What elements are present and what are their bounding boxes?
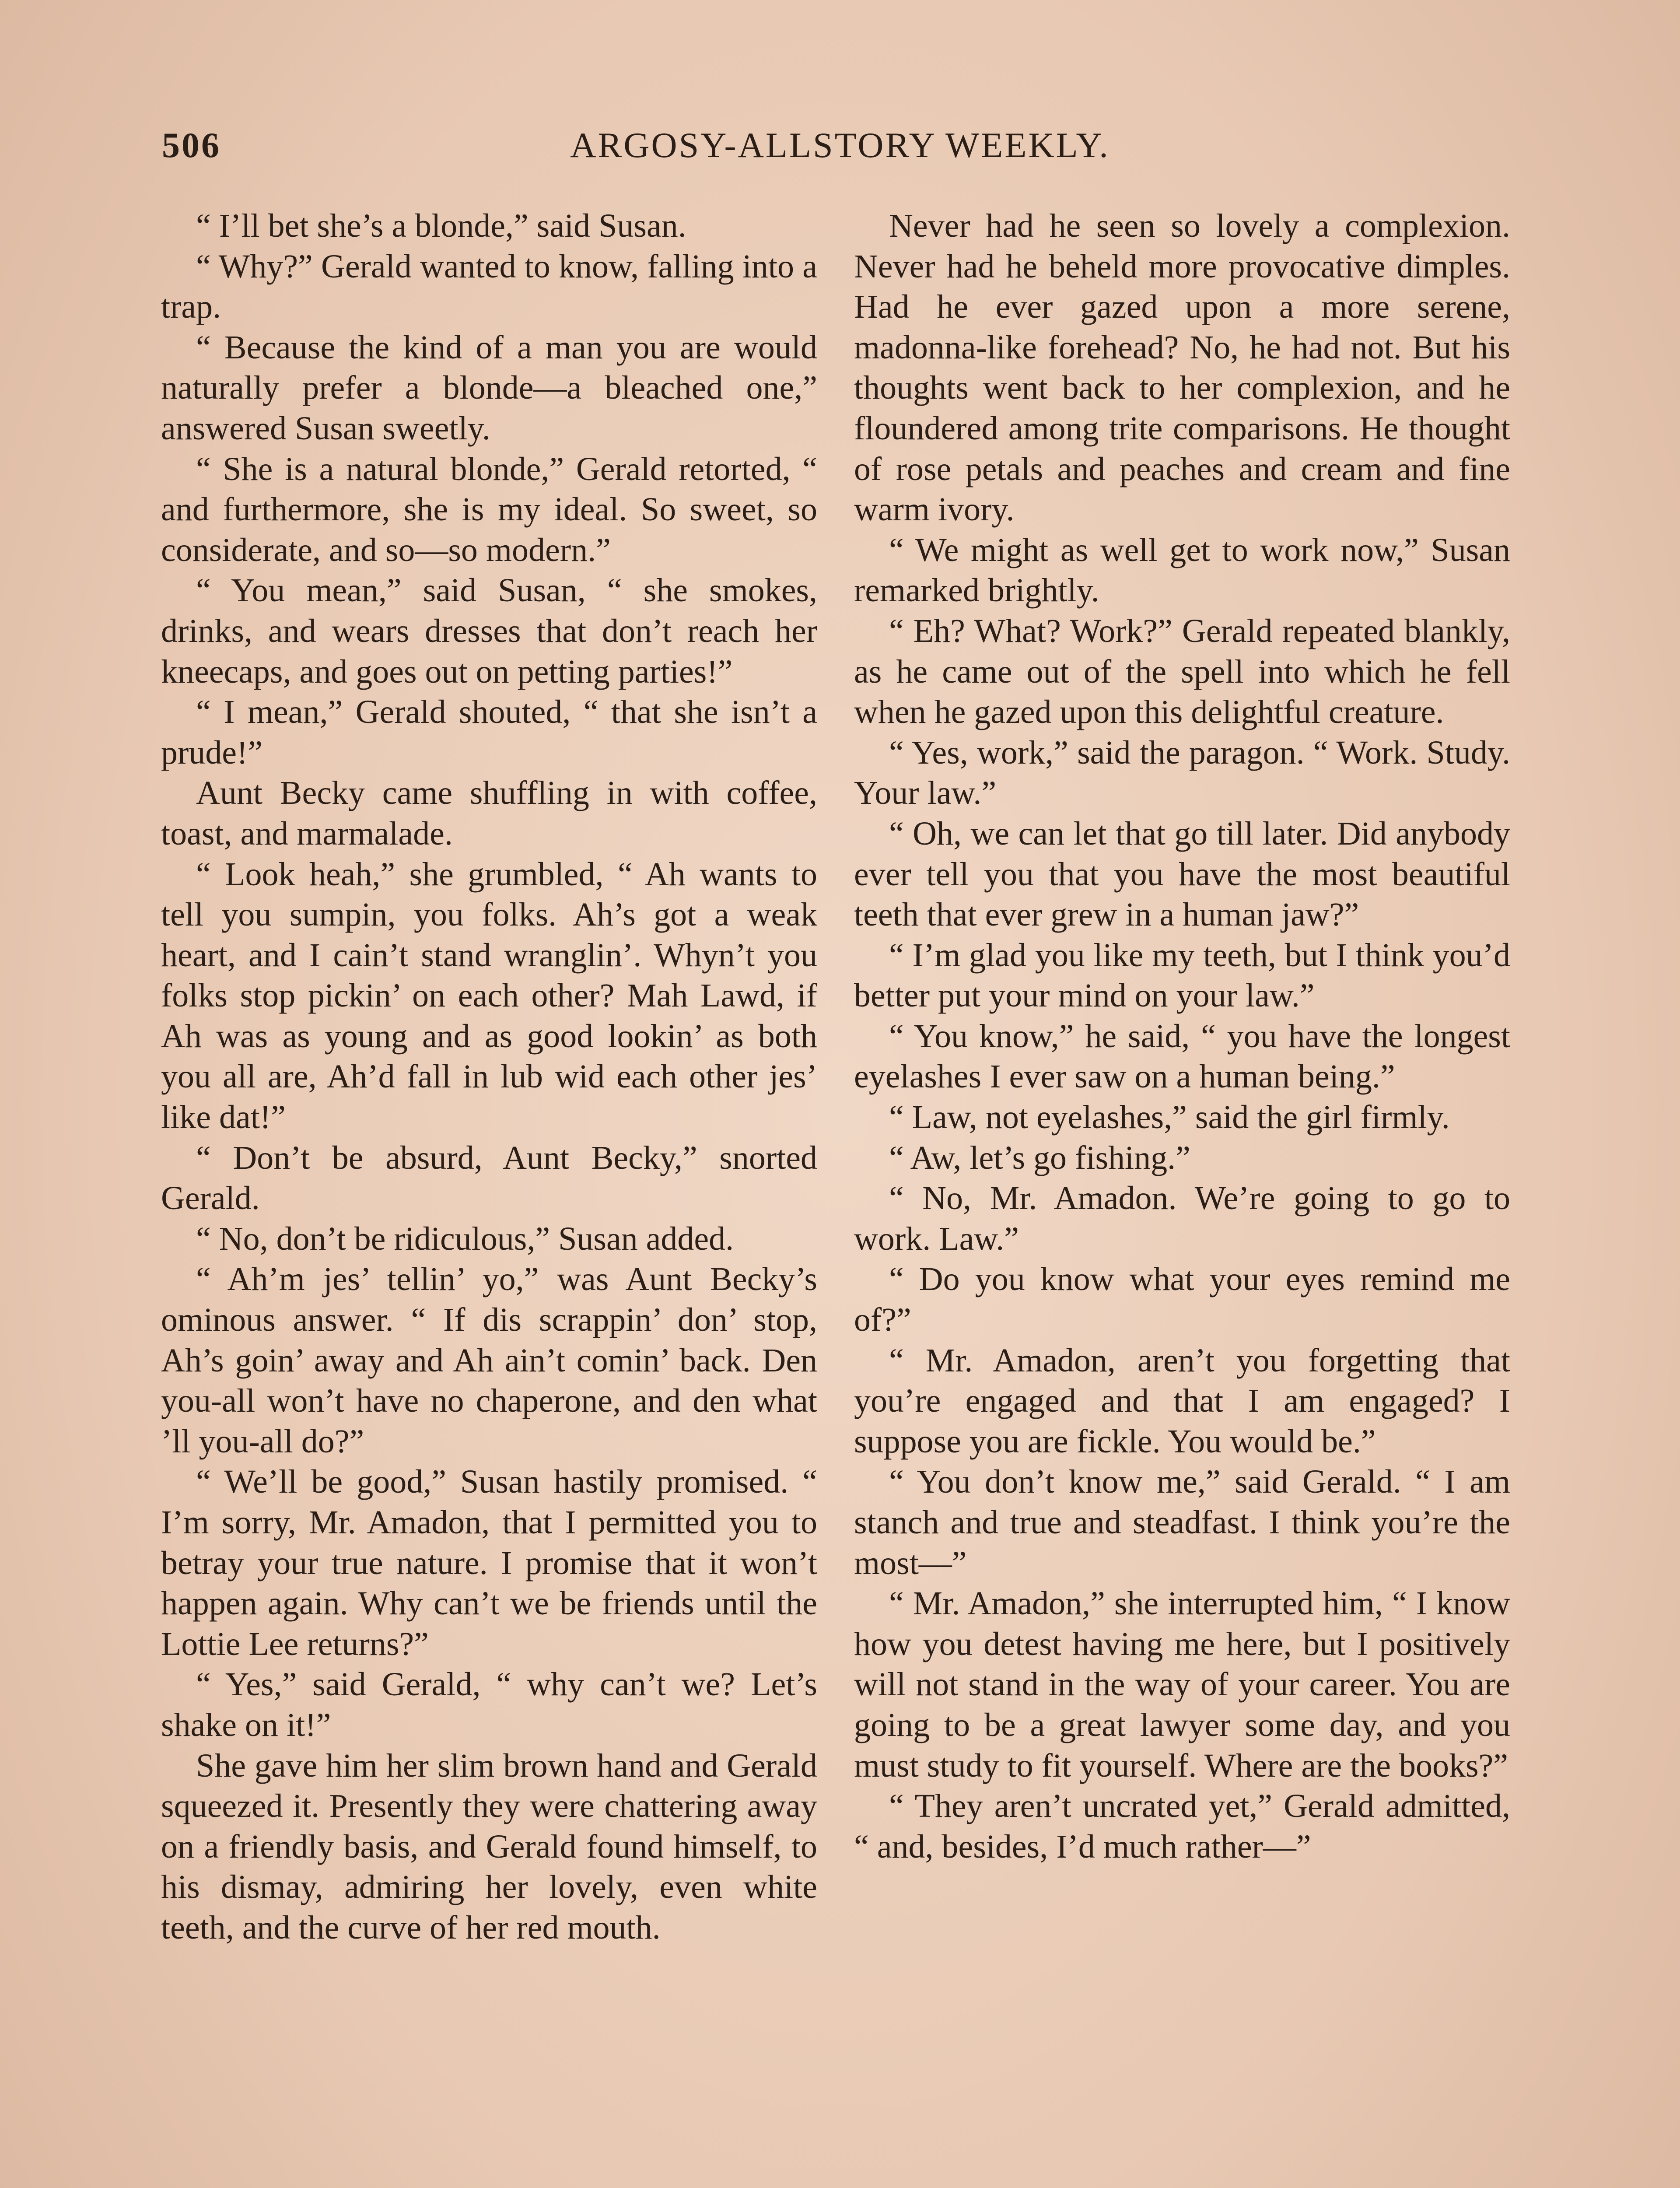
paragraph: “ Do you know what your eyes remind me of?”	[854, 1261, 1510, 1339]
paragraph: “ We might as well get to work now,” Susan remarked brightly.	[854, 531, 1510, 609]
paragraph: “ She is a natural blonde,” Gerald retorted, “ and furthermore, she is my ideal. So sweet, so considerate, and so—so modern.”	[161, 450, 817, 568]
right-column	[854, 206, 1510, 1867]
paragraph: “ They aren’t uncrated yet,” Gerald admitted, “ and, besides, I’d much rather—”	[854, 1788, 1510, 1865]
paragraph: “ Law, not eyelashes,” said the girl firmly.	[889, 1099, 1450, 1136]
paragraph: “ Don’t be absurd, Aunt Becky,” snorted Gerald.	[161, 1139, 817, 1217]
paragraph: Never had he seen so lovely a complexion. Never had he beheld more provocative dimples. Had he ever gazed upon a more serene, madonna-like forehead? No, he had not. But his thoughts went back to her complexion, and he floundered among trite comparisons. He thought of rose petals and peaches and cream and fine warm ivory.	[854, 207, 1510, 528]
paragraph: “ You know,” he said, “ you have the longest eyelashes I ever saw on a human being.”	[854, 1017, 1510, 1095]
paragraph: “ Oh, we can let that go till later. Did anybody ever tell you that you have the most beautiful teeth that ever grew in a human jaw?”	[854, 815, 1510, 933]
paragraph: “ You mean,” said Susan, “ she smokes, drinks, and wears dresses that don’t reach her kneecaps, and goes out on petting parties!”	[161, 572, 817, 690]
paragraph: Aunt Becky came shuffling in with coffee, toast, and marmalade.	[161, 775, 817, 852]
paragraph: She gave him her slim brown hand and Gerald squeezed it. Presently they were chattering away on a friendly basis, and Gerald found himself, to his dismay, admiring her lovely, even white teeth, and the curve of her red mouth.	[161, 1747, 817, 1946]
paragraph: “ Mr. Amadon, aren’t you forgetting that you’re engaged and that I am engaged? I suppose you are fickle. You would be.”	[854, 1342, 1510, 1460]
paragraph: “ Eh? What? Work?” Gerald repeated blankly, as he came out of the spell into which he fell when he gazed upon this delightful creature.	[854, 612, 1510, 731]
page-header	[162, 125, 1518, 182]
paragraph: “ No, don’t be ridiculous,” Susan added.	[196, 1220, 734, 1257]
paragraph: “ Why?” Gerald wanted to know, falling into a trap.	[161, 248, 817, 326]
paragraph: “ Aw, let’s go fishing.”	[889, 1139, 1190, 1176]
page-number: 506	[162, 125, 221, 165]
paragraph: “ I’ll bet she’s a blonde,” said Susan.	[196, 207, 686, 244]
paragraph: “ We’ll be good,” Susan hastily promised. “ I’m sorry, Mr. Amadon, that I permitted you to betray your true nature. I promise that it won’t happen again. Why can’t we be friends until the Lottie Lee returns?”	[161, 1463, 817, 1662]
paragraph: “ You don’t know me,” said Gerald. “ I am stanch and true and steadfast. I think you’re the most—”	[854, 1463, 1510, 1581]
paragraph: “ Mr. Amadon,” she interrupted him, “ I know how you detest having me here, but I positively will not stand in the way of your career. You are going to be a great lawyer some day, and you must study to fit yourself. Where are the books?”	[854, 1585, 1510, 1784]
running-head: ARGOSY-ALLSTORY WEEKLY.	[570, 125, 1110, 165]
paragraph: “ Because the kind of a man you are would naturally prefer a blonde—a bleached one,” answered Susan sweetly.	[161, 329, 817, 447]
paragraph: “ Yes,” said Gerald, “ why can’t we? Let’s shake on it!”	[161, 1666, 817, 1743]
paragraph: “ I’m glad you like my teeth, but I think you’d better put your mind on your law.”	[854, 936, 1510, 1014]
left-column	[161, 206, 817, 1948]
paragraph: “ No, Mr. Amadon. We’re going to go to work. Law.”	[854, 1180, 1510, 1257]
paragraph: “ Look heah,” she grumbled, “ Ah wants to tell you sumpin, you folks. Ah’s got a weak heart, and I cain’t stand wranglin’. Whyn’t you folks stop pickin’ on each other? Mah Lawd, if Ah was as young and as good lookin’ as both you all are, Ah’d fall in lub wid each other jes’ like dat!”	[161, 856, 817, 1136]
paragraph: “ Yes, work,” said the paragon. “ Work. Study. Your law.”	[854, 734, 1510, 812]
paragraph: “ I mean,” Gerald shouted, “ that she isn’t a prude!”	[161, 694, 817, 771]
paragraph: “ Ah’m jes’ tellin’ yo,” was Aunt Becky’s ominous answer. “ If dis scrappin’ don’ stop, Ah’s goin’ away and Ah ain’t comin’ back. Den you-all won’t have no chaperone, and den what ’ll you-all do?”	[161, 1261, 817, 1460]
